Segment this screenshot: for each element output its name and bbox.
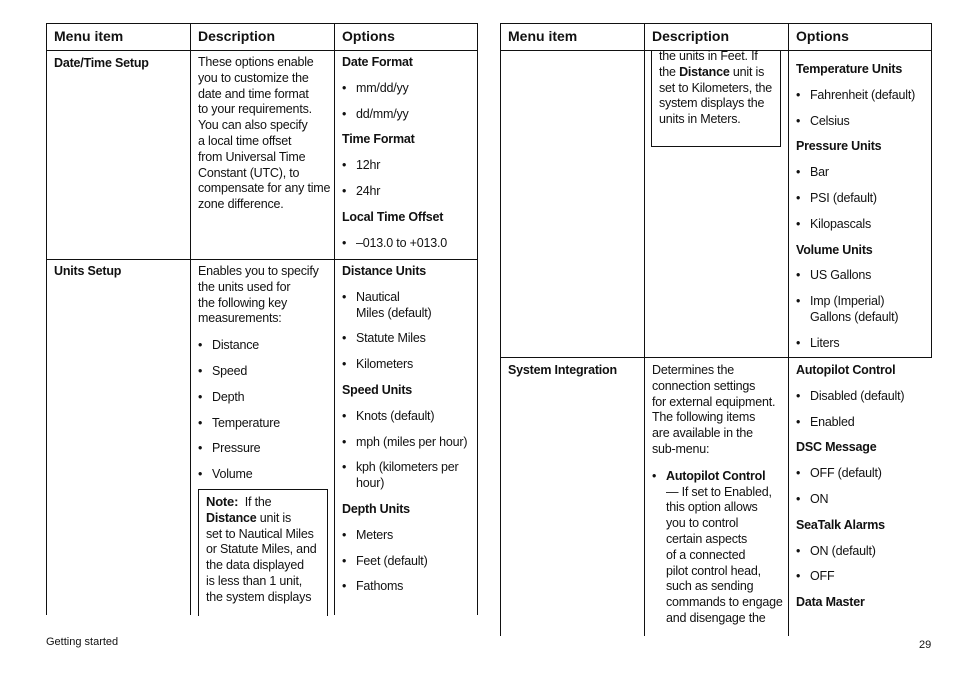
options-date-time (342, 55, 476, 261)
measurement-item: • Speed (198, 364, 332, 380)
option-item: • OFF (default) (796, 466, 930, 482)
option-item: • ON (default) (796, 544, 930, 560)
menu-item-units: Units Setup (54, 264, 122, 278)
option-heading: Temperature Units (796, 62, 903, 76)
option-item: • Fahrenheit (default) (796, 88, 930, 104)
description-date-time: These options enable you to customize the date and time format to your requirements. You can also specify a local time offset from Universal Time Constant (UTC), to compensate for any time zone difference. (198, 55, 331, 212)
rule (788, 23, 789, 636)
option-heading: Speed Units (342, 382, 413, 397)
measurement-item: • Depth (198, 390, 332, 406)
option-item: • kph (kilometers per hour) (342, 460, 476, 492)
option-heading: Volume Units (796, 242, 873, 257)
note-label: Note: (206, 494, 239, 509)
rule (644, 23, 645, 636)
option-heading: Data Master (796, 595, 865, 610)
option-item: • Bar (796, 165, 930, 181)
menu-item-date-time: Date/Time Setup (54, 56, 149, 70)
option-item: • OFF (796, 569, 930, 585)
option-item: • Fathoms (342, 579, 476, 595)
rule (500, 23, 501, 636)
rule (334, 23, 335, 615)
rule (46, 23, 478, 24)
rule (46, 50, 478, 51)
note-text: Note: If the Distance unit is set to Nautical Miles or Statute Miles, and the data displayed is less than 1 unit, the system displays (206, 494, 317, 604)
option-item: • mm/dd/yy (342, 81, 476, 97)
option-item: • mph (miles per hour) (342, 435, 476, 451)
option-item: • Statute Miles (342, 331, 476, 347)
option-item: • Disabled (default) (796, 389, 930, 405)
option-item: • Imp (Imperial) Gallons (default) (796, 294, 930, 326)
option-item: • Knots (default) (342, 409, 476, 425)
options-units-continued (796, 62, 930, 362)
description-system-integration: Determines the connection settings for external equipment. The following items are available in the sub-menu: • Autopilot Control — If set to Enabled, this option allows you to control certain aspects of a connected pilot control head, such as sending commands to engage and disengage the (652, 363, 786, 637)
header-options: Options (796, 28, 849, 44)
measurement-item: • Temperature (198, 416, 332, 432)
option-item: • Kilometers (342, 357, 476, 373)
option-item: • PSI (default) (796, 191, 930, 207)
rule (931, 23, 932, 358)
header-description: Description (198, 28, 276, 44)
option-heading: Pressure Units (796, 139, 882, 154)
option-heading: Autopilot Control (796, 363, 896, 377)
option-item: • Kilopascals (796, 217, 930, 233)
option-heading: Local Time Offset (342, 209, 444, 224)
header-menu-item: Menu item (54, 28, 124, 44)
menu-item-system-integration: System Integration (508, 363, 617, 377)
option-item: • ON (796, 492, 930, 508)
header-description: Description (652, 28, 730, 44)
option-item: • dd/mm/yy (342, 107, 476, 123)
option-item: • Liters (796, 336, 930, 352)
option-heading: Time Format (342, 132, 415, 147)
submenu-item-autopilot: • Autopilot Control — If set to Enabled, this option allows you to control certain aspects of a connected pilot control head, such as sending commands to engage and disengage the (652, 469, 786, 627)
option-item: • Meters (342, 528, 476, 544)
option-item: • 12hr (342, 158, 476, 174)
rule (500, 23, 932, 24)
options-units (342, 264, 476, 605)
option-item: • 24hr (342, 184, 476, 200)
rule (477, 23, 478, 615)
header-options: Options (342, 28, 395, 44)
page-number: 29 (919, 639, 932, 651)
option-heading: DSC Message (796, 440, 877, 455)
measurement-item: • Volume (198, 467, 332, 483)
option-item: • US Gallons (796, 268, 930, 284)
note-text-continued: the units in Feet. If the Distance unit is set to Kilometers, the system displays the units in Meters. (659, 49, 773, 127)
option-item: • –013.0 to +013.0 (342, 236, 476, 252)
option-item: • Nautical Miles (default) (342, 290, 476, 322)
measurement-item: • Distance (198, 338, 332, 354)
footer-section: Getting started (46, 636, 119, 648)
description-units: Enables you to specify the units used for the following key measurements: • Distance • Speed • Depth • Temperature • Pressure • Volume (198, 264, 332, 493)
options-system-integration (796, 363, 930, 621)
option-heading: Date Format (342, 55, 413, 69)
measurement-item: • Pressure (198, 441, 332, 457)
option-heading: Distance Units (342, 264, 427, 278)
header-menu-item: Menu item (508, 28, 578, 44)
option-heading: Depth Units (342, 501, 410, 516)
rule (46, 23, 47, 615)
option-heading: SeaTalk Alarms (796, 517, 885, 532)
option-item: • Celsius (796, 114, 930, 130)
rule (190, 23, 191, 615)
option-item: • Enabled (796, 415, 930, 431)
option-item: • Feet (default) (342, 554, 476, 570)
